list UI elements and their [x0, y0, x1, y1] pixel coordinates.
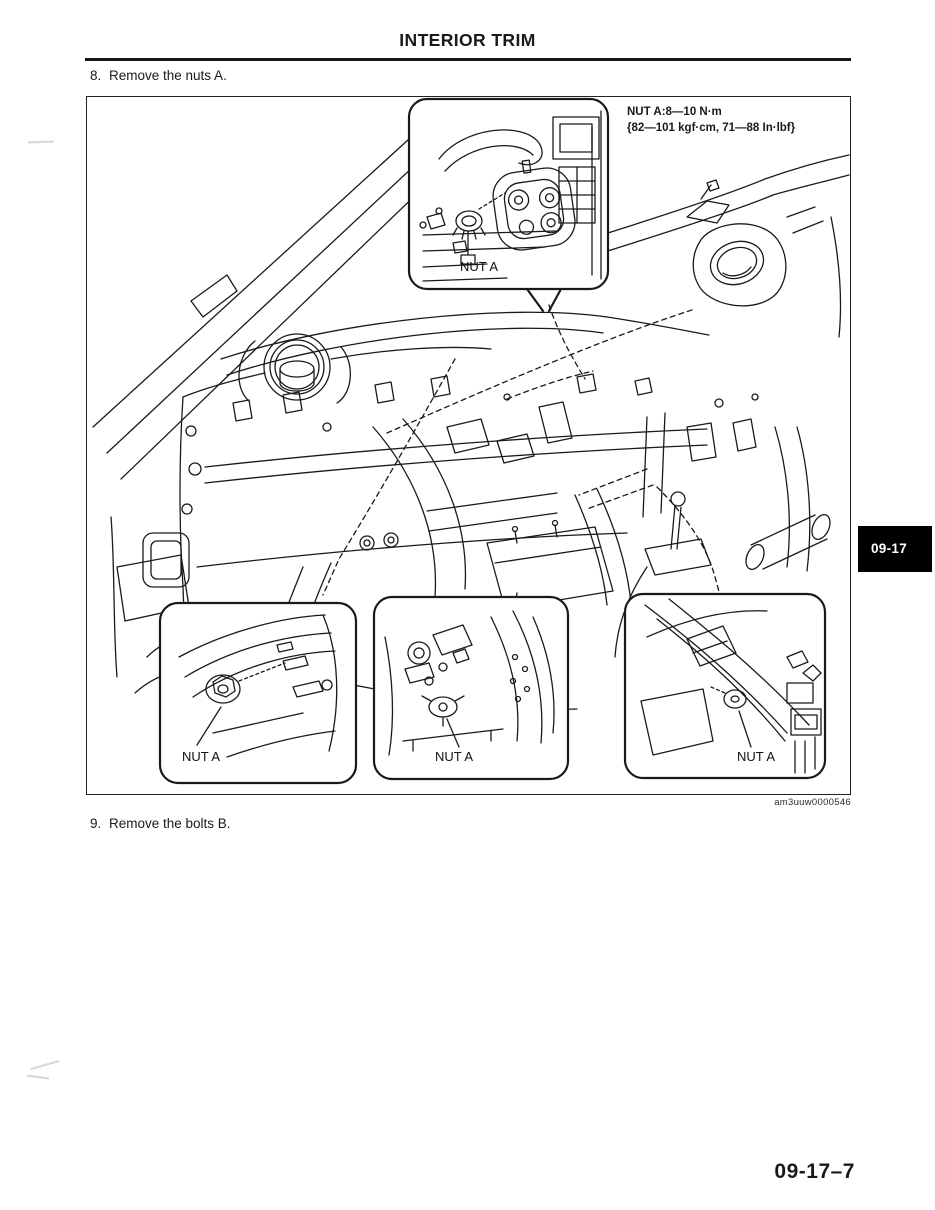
header-rule: [85, 58, 851, 61]
callout-label-top: NUT A: [459, 259, 499, 274]
page-number: 09-17–7: [774, 1160, 855, 1183]
scan-artifact-bottom-1: [30, 1060, 59, 1070]
right-vent: [687, 180, 786, 306]
top-callout-dashed-leader: [549, 305, 585, 379]
callout-label-bottom-left: NUT A: [182, 749, 221, 764]
step-9: [90, 816, 231, 831]
callout-label-bottom-middle: NUT A: [434, 749, 474, 764]
scan-artifact-bottom-2: [27, 1074, 49, 1079]
step-8: [90, 68, 227, 83]
torque-spec-line1: NUT A:8—10 N·m: [627, 106, 722, 118]
step-8-text: Remove the nuts A.: [109, 68, 227, 83]
callout-label-bottom-right: NUT A: [736, 749, 776, 764]
step-9-text: Remove the bolts B.: [109, 816, 231, 831]
figure-code: am3uuw0000546: [774, 797, 851, 808]
step-9-number: 9.: [90, 816, 102, 831]
figure-remove-nuts: [86, 96, 851, 795]
scan-artifact-top: [28, 141, 54, 144]
torque-spec-line2: {82—101 kgf·cm, 71—88 In·lbf}: [627, 121, 796, 134]
figure-line-art: [87, 97, 850, 794]
cowl-lines: [183, 312, 709, 397]
page-title: INTERIOR TRIM: [399, 30, 536, 50]
step-8-number: 8.: [90, 68, 102, 83]
torque-spec: [627, 105, 795, 136]
steering-column-area: [360, 402, 613, 609]
section-tab: 09-17: [858, 526, 932, 572]
dashed-leader-lines: [323, 309, 721, 607]
